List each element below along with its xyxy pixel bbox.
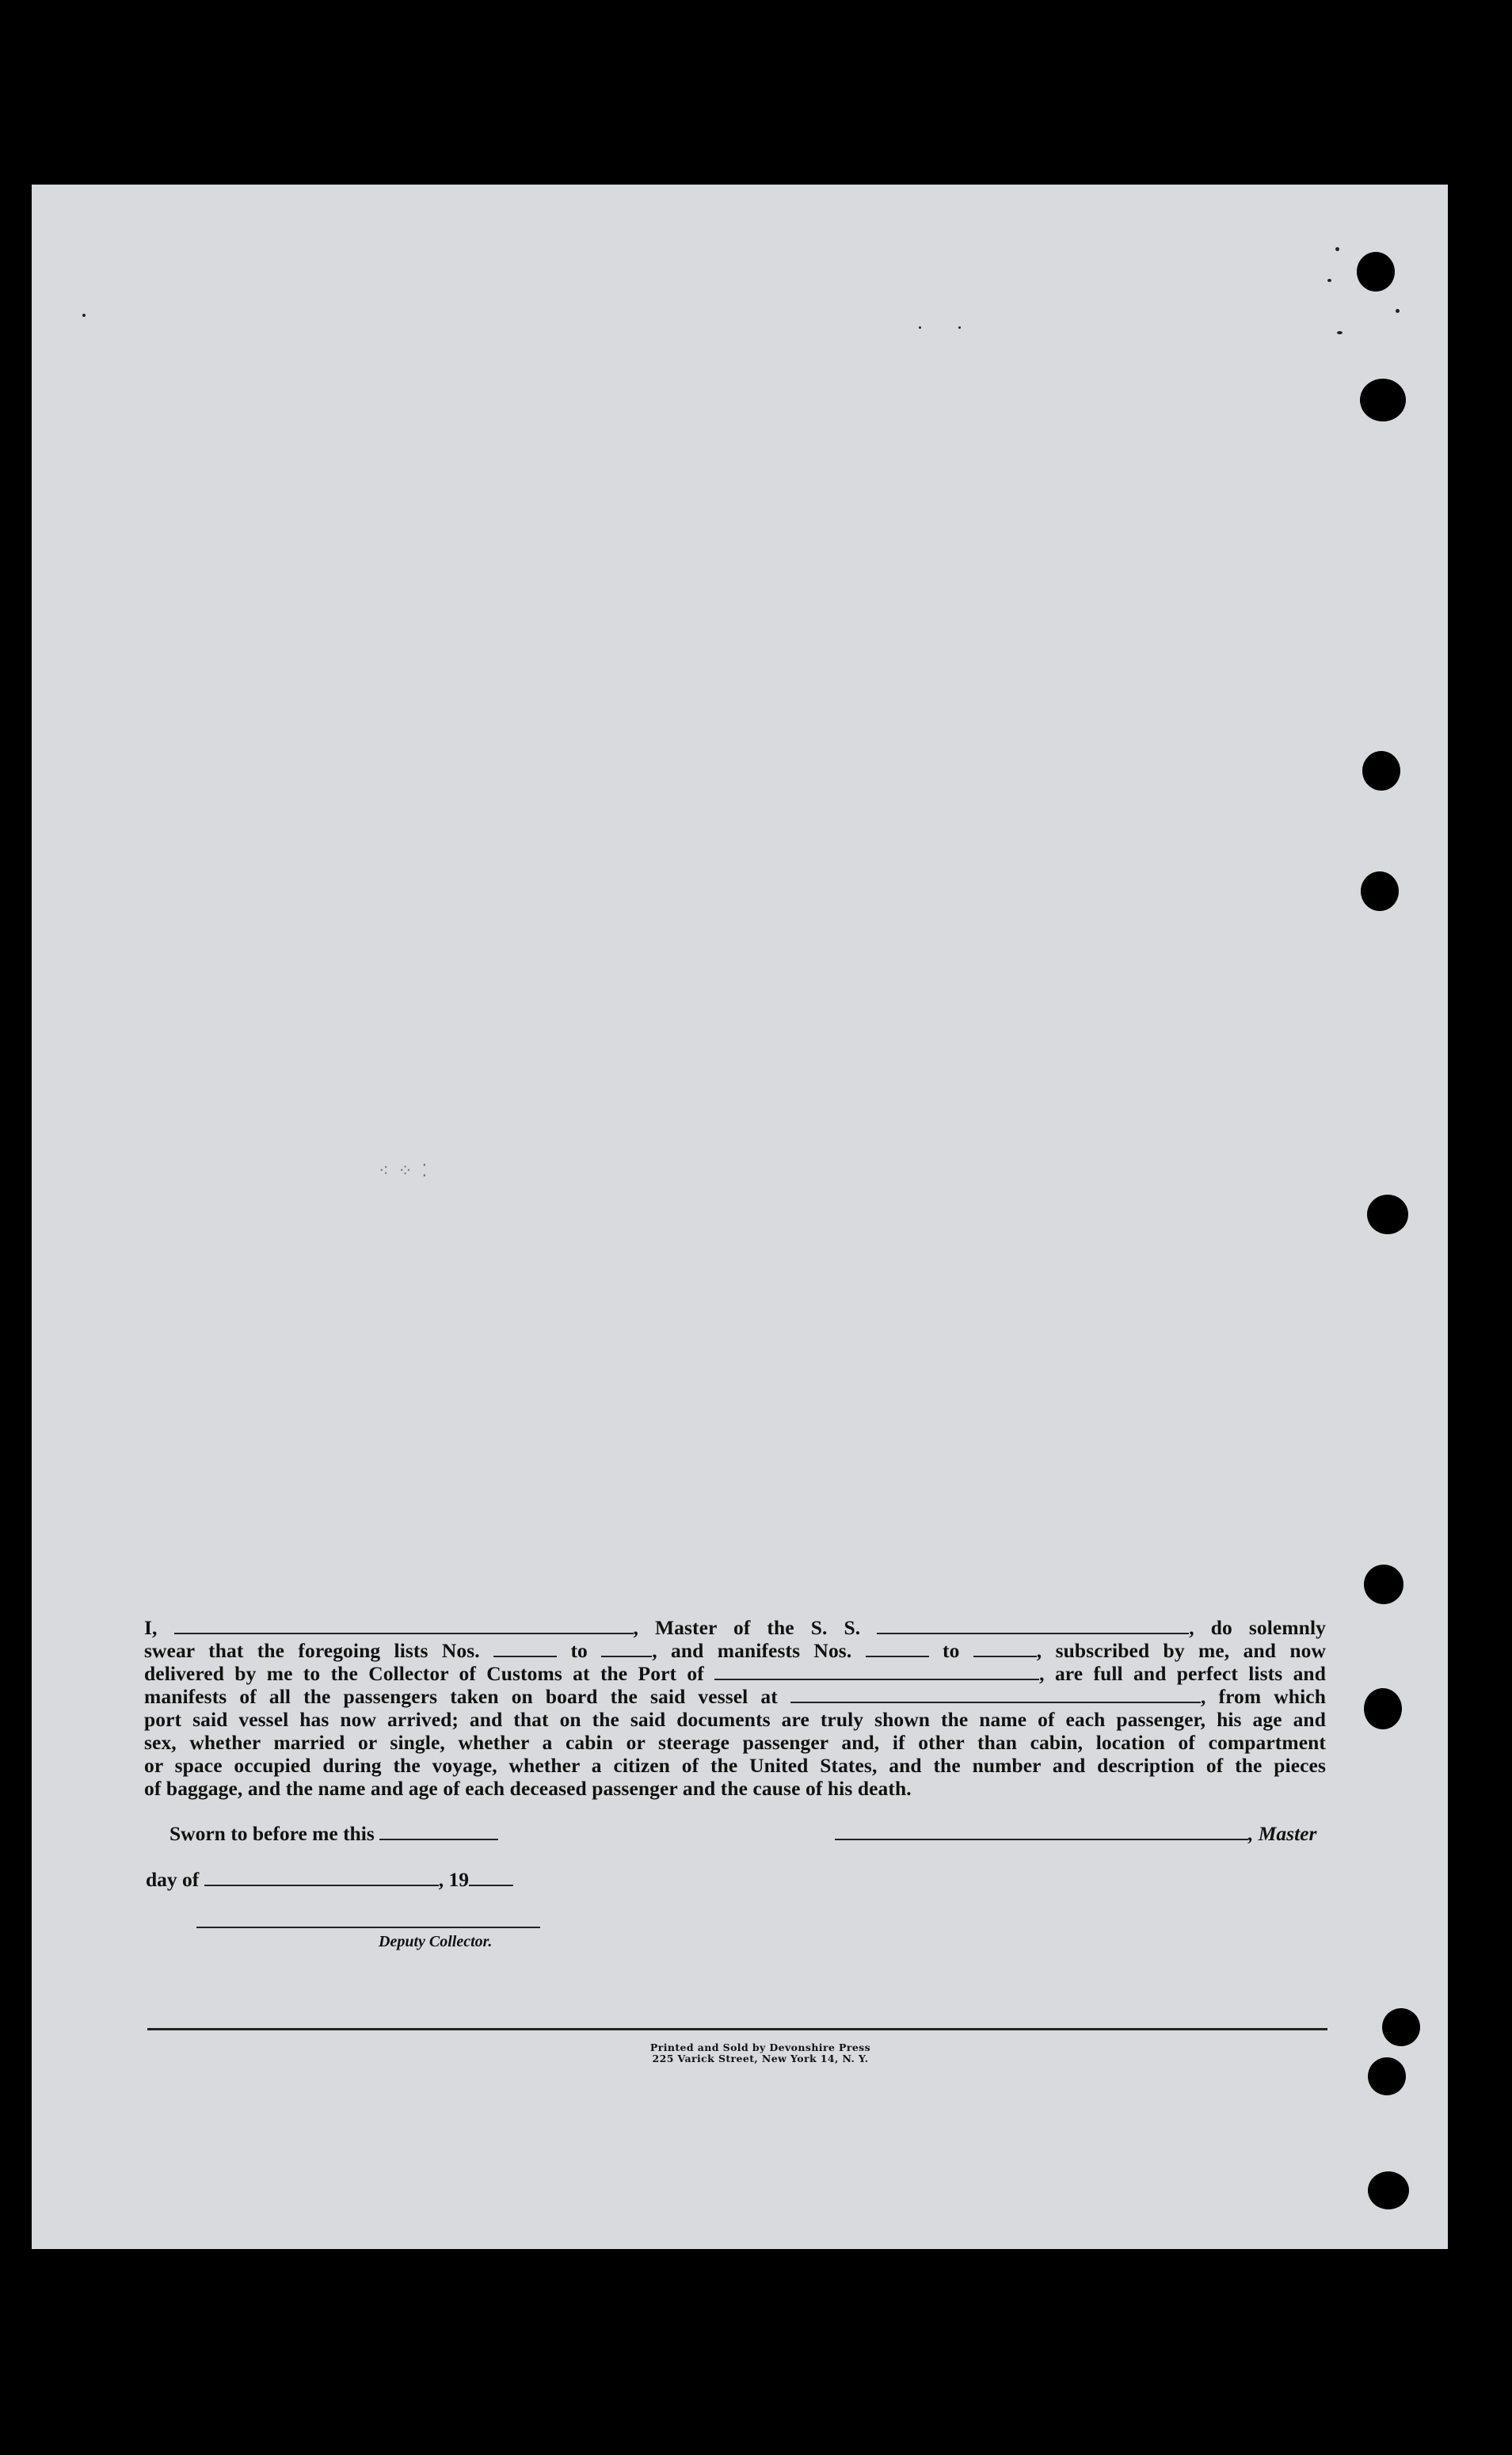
binder-hole bbox=[1367, 1195, 1408, 1234]
oath-text: I, bbox=[144, 1616, 158, 1639]
oath-line-5: port said vessel has now arrived; and that on the said documents are truly shown the name of each passenger, his age and bbox=[144, 1708, 1326, 1731]
faint-stamp: ⁖ ⁘ ⁚ bbox=[379, 1161, 430, 1180]
port-field[interactable] bbox=[714, 1666, 1039, 1680]
binder-hole bbox=[1364, 1688, 1402, 1729]
scan-speck bbox=[958, 326, 961, 329]
printer-imprint bbox=[554, 2042, 966, 2064]
footer-rule bbox=[147, 2028, 1327, 2030]
master-signature-field[interactable] bbox=[835, 1826, 1248, 1840]
manifests-from-field[interactable] bbox=[866, 1643, 929, 1657]
binder-hole bbox=[1368, 2171, 1409, 2209]
scan-speck bbox=[1396, 309, 1400, 313]
oath-line-8: of baggage, and the name and age of each deceased passenger and the cause of his death. bbox=[144, 1777, 912, 1800]
deputy-signature-line[interactable] bbox=[196, 1927, 540, 1928]
scan-speck bbox=[919, 326, 921, 329]
oath-text: , do solemnly bbox=[1189, 1616, 1326, 1639]
deputy-collector-label: Deputy Collector. bbox=[379, 1933, 493, 1950]
manifests-to-field[interactable] bbox=[973, 1643, 1037, 1657]
year-prefix: , 19 bbox=[438, 1868, 469, 1891]
printer-line-1: Printed and Sold by Devonshire Press bbox=[649, 2041, 871, 2053]
departure-port-field[interactable] bbox=[790, 1689, 1201, 1703]
oath-paragraph bbox=[144, 1616, 1326, 1800]
binder-hole bbox=[1357, 252, 1395, 292]
lists-to-field[interactable] bbox=[601, 1643, 652, 1657]
sworn-row bbox=[169, 1822, 498, 1846]
vessel-name-field[interactable] bbox=[877, 1620, 1189, 1634]
oath-line-1 bbox=[144, 1616, 1326, 1639]
day-of-row bbox=[146, 1868, 513, 1892]
binder-hole bbox=[1360, 379, 1406, 421]
scan-speck bbox=[82, 314, 86, 317]
oath-text: , and manifests Nos. bbox=[652, 1639, 852, 1662]
oath-text: , Master of the S. S. bbox=[633, 1616, 861, 1639]
master-label: , Master bbox=[1248, 1822, 1317, 1845]
oath-text: to bbox=[570, 1639, 588, 1662]
binder-hole bbox=[1362, 751, 1400, 791]
master-name-field[interactable] bbox=[174, 1620, 634, 1634]
printer-line-2: 225 Varick Street, New York 14, N. Y. bbox=[652, 2053, 869, 2064]
master-signature-row bbox=[835, 1822, 1316, 1846]
year-field[interactable] bbox=[469, 1872, 513, 1886]
oath-text: manifests of all the passengers taken on board the said vessel at bbox=[144, 1685, 778, 1708]
binder-hole bbox=[1364, 1565, 1403, 1604]
binder-hole bbox=[1382, 2008, 1420, 2046]
lists-from-field[interactable] bbox=[493, 1643, 557, 1657]
oath-line-3 bbox=[144, 1662, 1326, 1685]
oath-text: , subscribed by me, and now bbox=[1036, 1639, 1326, 1662]
sworn-date-field[interactable] bbox=[379, 1826, 498, 1840]
oath-line-7: or space occupied during the voyage, whether a citizen of the United States, and the number and description of the pieces bbox=[144, 1754, 1326, 1777]
oath-text: to bbox=[943, 1639, 960, 1662]
oath-text: delivered by me to the Collector of Customs at the Port of bbox=[144, 1662, 704, 1685]
month-field[interactable] bbox=[204, 1872, 439, 1886]
oath-text: , are full and perfect lists and bbox=[1039, 1662, 1326, 1685]
oath-text: swear that the foregoing lists Nos. bbox=[144, 1639, 480, 1662]
sworn-text: Sworn to before me this bbox=[169, 1822, 375, 1845]
scan-speck bbox=[1337, 331, 1343, 334]
oath-text: , from which bbox=[1200, 1685, 1326, 1708]
oath-line-4 bbox=[144, 1685, 1326, 1708]
scan-speck bbox=[1327, 279, 1331, 282]
binder-hole bbox=[1368, 2057, 1406, 2095]
scan-speck bbox=[1335, 247, 1339, 251]
oath-line-2 bbox=[144, 1639, 1326, 1662]
oath-line-6: sex, whether married or single, whether a cabin or steerage passenger and, if other than cabin, location of compartment bbox=[144, 1731, 1326, 1754]
document-page bbox=[32, 185, 1448, 2249]
binder-hole bbox=[1361, 871, 1399, 911]
day-of-text: day of bbox=[146, 1868, 200, 1891]
